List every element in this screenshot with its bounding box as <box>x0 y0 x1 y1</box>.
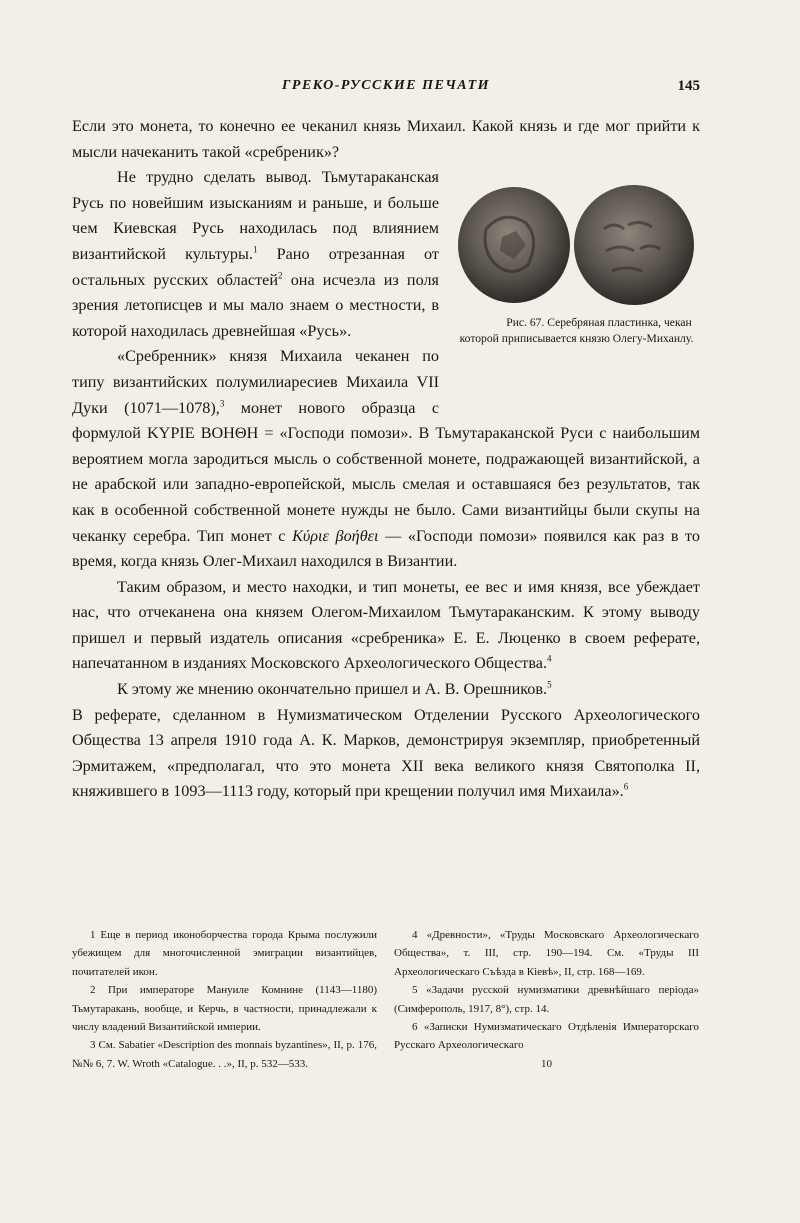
footnote-ref-6: 6 <box>623 782 629 793</box>
paragraph-2-text-c: она исчезла из поля зрения летописцев и мы мало знаем о местности, в которой находилась древнейшая «Русь». <box>72 270 439 340</box>
figure-caption: Рис. 67. Серебряная пластинка, чекан которой приписывается князю Олегу-Михаилу. <box>459 316 694 346</box>
coin-reverse <box>574 185 694 305</box>
footnote-ref-2: 2 <box>278 270 283 281</box>
paragraph-5-text: К этому же мнению окончательно пришел и А. В. Орешников. <box>117 680 548 699</box>
footnote-1: 1 Еще в период иконоборчества города Крыма послужили убежищем для многочисленной эмиграции византийцев, почитателей икон. <box>72 929 377 978</box>
footnote-ref-5: 5 <box>547 679 552 690</box>
footnote-5: 5 «Задачи русской нумизматики древнѣйшаго періода» (Симферополь, 1917, 8°), стр. 14. <box>394 984 699 1015</box>
running-header <box>72 78 700 100</box>
paragraph-6 <box>72 703 700 805</box>
footnote-continuation-mark: 10 <box>541 1057 552 1070</box>
footnote-6: 6 «Записки Нумизматическаго Отдѣленія Императорскаго Русскаго Археологическаго <box>394 1021 699 1052</box>
greek-phrase: Κύριε βοήθει <box>292 526 379 545</box>
paragraph-4-text: Таким образом, и место находки, и тип монеты, ее вес и имя князя, все убеждает нас, что отчеканена она князем Олегом-Михаилом Тьмутараканским. К этому выводу пришел и первый издатель описания «сребреника» Е. Е. Люценко в своем реферате, напечатанном в изданиях Московского Археологического Общества. <box>72 577 700 673</box>
footnote-3: 3 См. Sabatier «Description des monnais byzantines», II, p. 176, №№ 6, 7. W. Wroth «Catalogue. . .», II, p. 532—533. <box>72 1039 377 1070</box>
footnote-ref-1: 1 <box>252 244 258 255</box>
paragraph-6-text: В реферате, сделанном в Нумизматическом Отделении Русского Археологического Общества 13 апреля 1910 года А. К. Марков, демонстрируя экземпляр, приобретенный Эрмитажем, «предполагал, что это монета XII века великого князя Святополка II, княжившего в 1093—1113 году, который при крещении получил имя Михаила». <box>72 705 700 801</box>
paragraph-5 <box>72 677 700 703</box>
footnote-4: 4 «Древности», «Труды Московскаго Археологическаго Общества», т. III, стр. 190—194. См. «Труды III Археологическаго Съѣзда в Кіевѣ», II, стр. 168—169. <box>394 929 699 978</box>
footnote-ref-4: 4 <box>547 654 552 665</box>
paragraph-3-text-b: монет нового образца с формулой ΚΥΡΙΕ ΒΟΗΘΗ = «Господи помози». В Тьмутараканской Руси с наибольшим вероятием могла зародиться мысль о собственной монете, подражающей византийской, а не арабской или западно-европейской, мысль смелая и оставшаяся без результатов, так как в особенной собственной монете нужды не было. Сами византийцы были скупы на чеканку серебра. Тип монет с <box>72 398 700 545</box>
footnotes-left-column <box>72 926 377 1073</box>
coin-photo <box>456 179 697 309</box>
paragraph-3-text-a: «Сребренник» князя Михаила чеканен по типу византийских полумилиаресиев Михаила VII Дуки (1071—1078), <box>72 347 439 417</box>
paragraph-3-text-c: — «Господи помози» появился как раз в то время, когда князь Олег-Михаил находился в Византии. <box>72 526 701 571</box>
paragraph-2-text-b: Рано отрезанная от остальных русских областей <box>72 244 440 289</box>
footnote-ref-3: 3 <box>219 398 225 409</box>
running-title: ГРЕКО-РУССКИЕ ПЕЧАТИ <box>281 78 491 93</box>
footnotes-right-column <box>394 926 699 1073</box>
paragraph-4 <box>72 575 700 677</box>
footnote-2: 2 При императоре Мануиле Комнине (1143—1180) Тьмутаракань, вообще, и Керчь, в частности, принадлежали к числу владений Византийской империи. <box>72 984 377 1034</box>
page-number: 145 <box>677 78 700 94</box>
paragraph-1: Если это монета, то конечно ее чеканил князь Михаил. Какой князь и где мог прийти к мысли начеканить такой «сребреник»? <box>72 117 700 161</box>
paragraph-2 <box>72 165 700 344</box>
figure-67 <box>453 167 700 403</box>
body-text <box>72 114 700 805</box>
paragraph-2-text-a: Не трудно сделать вывод. Тьмутараканская Русь по новейшим изысканиям и раньше, и больше чем Киевская Русь находилась под влиянием византийской культуры. <box>72 168 439 263</box>
